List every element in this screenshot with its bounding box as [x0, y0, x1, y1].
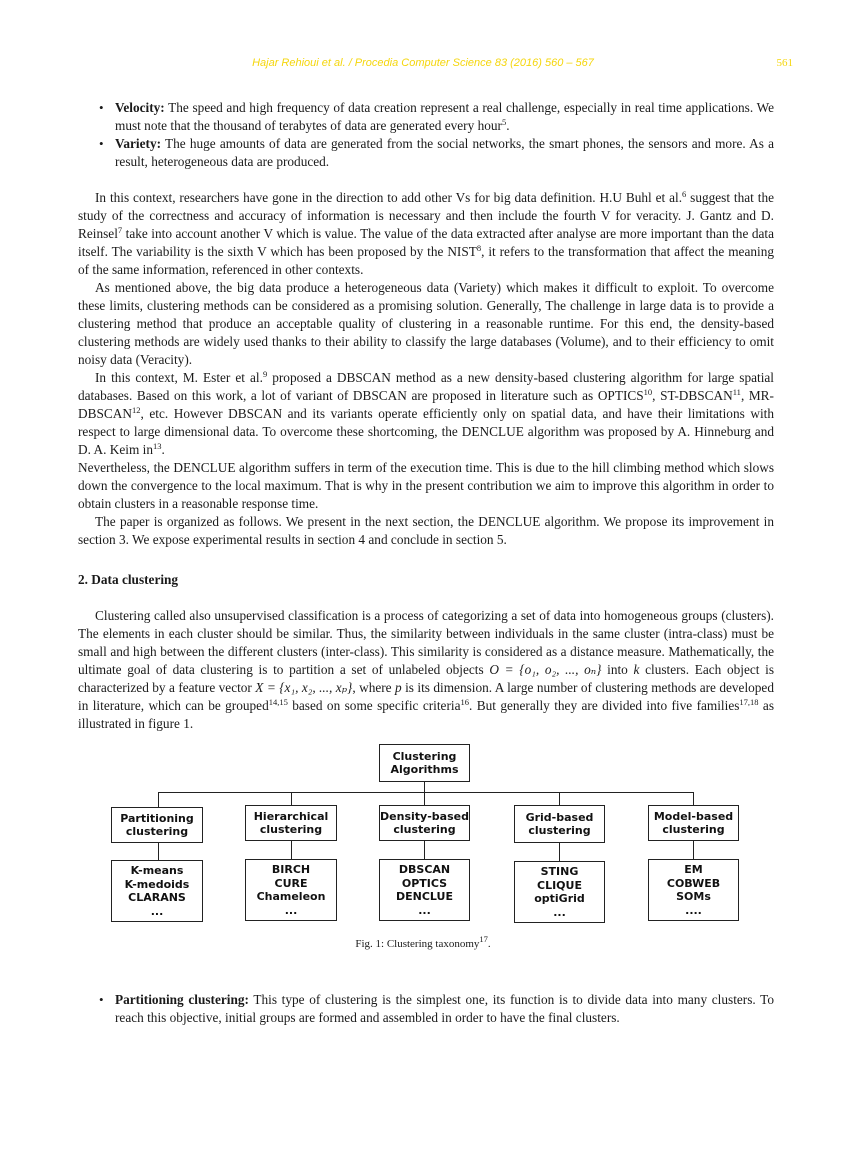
paragraph-denclue-problem: Nevertheless, the DENCLUE algorithm suffers in term of the execution time. This is due to the hill climbing method which slows down the convergence to the local maximum. That is why in the present contribution we aim to improve this algorithm in order to obtain clusters in a reasonable response time. [78, 460, 774, 511]
intro-paragraphs [78, 189, 774, 549]
connector-line [291, 841, 292, 859]
connector-line [158, 792, 693, 793]
connector-line [158, 843, 159, 860]
family-node-density: Density-based clustering [379, 805, 470, 841]
family-node-model: Model-based clustering [648, 805, 739, 841]
paragraph-data-clustering: Clustering called also unsupervised classification is a process of categorizing a set of data into homogeneous groups (clusters). The elements in each cluster should be similar. Thus, the similarity between individuals in the same cluster (intra-class) must be small and high between the different clusters (inter-class). This similarity is considered as a distance measure. Mathematically, the ultimate goal of data clustering is to partition a set of unlabeled objects O = {o₁, o₂, ..., oₙ} into k clusters. Each object is characterized by a feature vector X = {x₁, x₂, ..., xₚ}, where p is its dimension. A large number of clustering methods are developed in literature, which can be grouped$^{14,15}$ based on some specific criteria$^{16}$. But generally they are divided into five families$^{17,18}$ as illustrated in figure 1. [78, 608, 775, 731]
family-node-partitioning: Partitioning clustering [111, 807, 203, 843]
family-node-hierarchical: Hierarchical clustering [245, 805, 337, 841]
section-2-heading-block [78, 571, 774, 589]
bullet-variety: • Variety: The huge amounts of data are generated from the social networks, the smart phones, the sensors and more. As a result, heterogeneous data are produced. [99, 136, 774, 169]
connector-line [559, 843, 560, 861]
algorithm-list-hierarchical: BIRCH CURE Chameleon ... [245, 859, 337, 921]
connector-line [291, 792, 292, 805]
page-number: 561 [776, 57, 793, 69]
connector-line [559, 792, 560, 805]
connector-line [424, 782, 425, 792]
algorithm-list-density: DBSCAN OPTICS DENCLUE ... [379, 859, 470, 921]
figure-caption: Fig. 1: Clustering taxonomy$^{17}$. [355, 934, 491, 950]
paragraph-vs: In this context, researchers have gone in the direction to add other Vs for big data definition. H.U Buhl et al.$^6$ suggest that the study of the correctness and accuracy of information is necessary and then include the fourth V for veracity. J. Gantz and D. Reinsel$^7$ take into account another V which is value. The value of the data extracted after analyse are more important than the data itself. The variability is the sixth V which has been proposed by the NIST$^8$, it refers to the transformation that affect the meaning of the same information, referenced in other contexts. [78, 189, 774, 277]
clustering-taxonomy-diagram [100, 742, 760, 932]
running-title: Hajar Rehioui et al. / Procedia Computer Science 83 (2016) 560 – 567 [252, 57, 594, 69]
root-node: Clustering Algorithms [379, 744, 470, 782]
algorithm-list-grid: STING CLIQUE optiGrid ... [514, 861, 605, 923]
connector-line [424, 841, 425, 859]
bullet-partitioning-clustering: • Partitioning clustering: This type of clustering is the simplest one, its function is to divide data into many clusters. To reach this objective, initial groups are formed and assembled in order to have the final clusters. [99, 992, 774, 1025]
running-header [0, 57, 846, 73]
section-2-body [78, 607, 774, 733]
bottom-bullet-list [78, 991, 774, 1027]
connector-line [424, 792, 425, 805]
connector-line [693, 841, 694, 859]
paragraph-dbscan: In this context, M. Ester et al.$^9$ proposed a DBSCAN method as a new density-based clustering algorithm for large spatial databases. Based on this work, a lot of variant of DBSCAN are proposed in literature such as OPTICS$^{10}$, ST-DBSCAN$^{11}$, MR-DBSCAN$^{12}$, etc. However DBSCAN and its variants operate efficiently only on spatial data, and have their limitations with respect to large dimensional data. To overcome these shortcoming, the DENCLUE algorithm was proposed by A. Hinneburg and D. A. Keim $in^{13}$. [78, 369, 774, 457]
bullet-velocity: • Velocity: The speed and high frequency of data creation represent a real challenge, especially in real time applications. We must note that the thousand of terabytes of data are generated every hour$^5$. [99, 100, 774, 133]
algorithm-list-model: EM COBWEB SOMs .... [648, 859, 739, 921]
algorithm-list-partitioning: K-means K-medoids CLARANS ... [111, 860, 203, 922]
paragraph-clustering-motivation: As mentioned above, the big data produce a heterogeneous data (Variety) which makes it difficult to exploit. To overcome these limits, clustering methods can be considered as a promising solution. Generally, The challenge in large data is to provide a clustering method that produce an acceptable quality of clustering in a reasonable runtime. For this end, the density-based clustering methods are widely used thanks to their ability to classify the large databases (Volume), and to their efficiency to omit noisy data (Veracity). [78, 280, 774, 367]
family-node-grid: Grid-based clustering [514, 805, 605, 843]
top-bullet-list [78, 99, 774, 171]
paragraph-organization: The paper is organized as follows. We present in the next section, the DENCLUE algorithm. We propose its improvement in section 3. We expose experimental results in section 4 and conclude in section 5. [78, 514, 774, 547]
connector-line [693, 792, 694, 805]
connector-line [158, 792, 159, 807]
section-heading: 2. Data clustering [78, 572, 179, 587]
